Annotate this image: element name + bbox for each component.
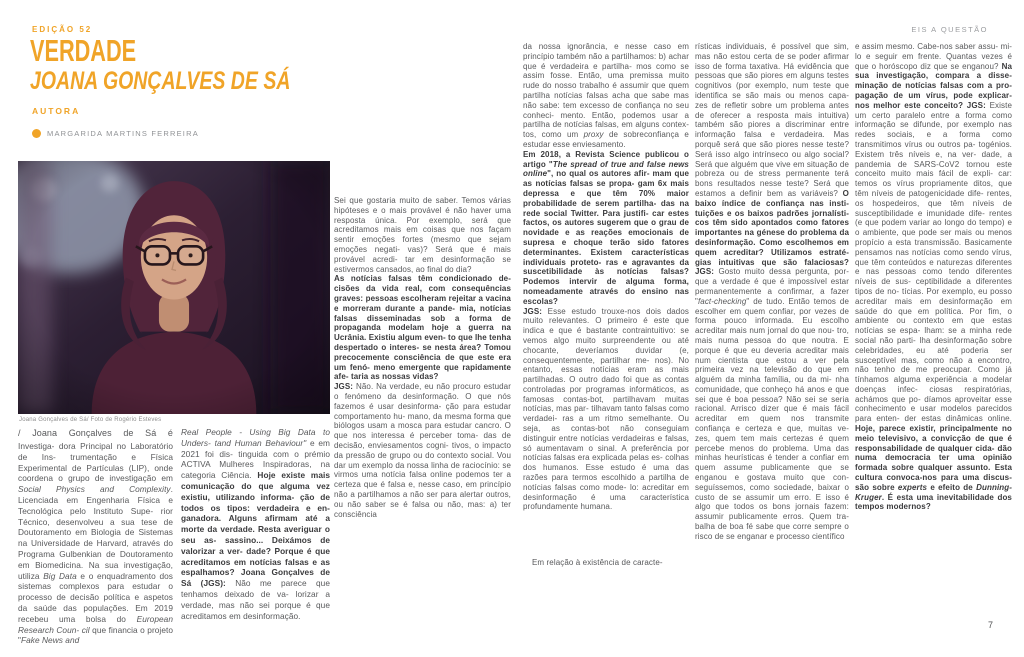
running-head: EIS A QUESTÃO	[911, 25, 988, 34]
text-run: ", no qual os autores afir- mam que as notícias falsas se propa- gam 6x mais depressa e que têm 70% maior probabilidade de serem partilha- das na rede social Twitter. Para justifi- car estes factos, os autores sugerem que o grau de novidade e as reações emocionais de supresa e choque terão sido fatores determinantes. Existem características individuais proteto- ras e agravantes da suscetibilidade às notícias falsas? Podemos intervir de alguma forma, nomeadamente através do ensino nas escolas?	[523, 169, 689, 306]
page-title: VERDADE	[30, 33, 137, 68]
text-run: / Joana Gonçalves de Sá é	[18, 428, 173, 438]
bio-column-left	[18, 427, 173, 646]
paragraph	[523, 150, 689, 307]
photo-caption: Joana Gonçalves de Sá/ Foto de Rogério Esteves	[19, 417, 162, 423]
paragraph	[855, 42, 1012, 512]
text-run: O baixo índice de confiança nas insti- tuições e os baixos padrões jornalísti- cos têm sido apontados como fatores importantes na génese do problema da desinformação. Como escolhemos em quem acreditar? Utilizamos estraté- gias intuitivas que são falaciosas? JGS:	[695, 188, 849, 277]
text-run: Gosto muito dessa pergunta, por- que a verdade é que é impossível estar permanentemente a confirmar, a fazer "	[695, 267, 849, 306]
text-run: Real People - Using Big Data to Unders- tand Human Behaviour"	[181, 427, 330, 448]
text-run: Hoje, parece existir, principalmente no meio televisivo, a convicção de que é responsabilidade de qualquer cida- dão numa democracia ter uma opinião formada sobre qualquer assunto. Esta cultura convoca-nos para uma discus- são sobre	[855, 424, 1012, 492]
bio-column-right	[181, 427, 330, 621]
paragraph	[523, 307, 689, 513]
text-run: Dunning-Kruger	[855, 482, 1013, 502]
portrait-illustration	[18, 161, 330, 414]
text-run: proxy	[583, 130, 604, 140]
text-run: Não me parece que tenhamos deixado de va- lorizar a verdade, mas não sei porque é que acreditamos em desinformação.	[181, 578, 330, 621]
text-run: Não. Na verdade, eu não procuro estudar o fenómeno da desinformação. O que nós fazemos é usar desinforma- ção para estudar comportamento hu- mano, da mesma forma que biólogos usam a mosca para estudar cancro. O que nos interessa é perceber toma- das de decisão, enviesamentos cogni- tivos, o impacto da pressão de grupo ou do contexto social. Vou dar um exemplo da nossa linha de raciocínio: se virmos uma notícia falsa online podemos ter a certeza que é falsa e, nesse caso, em princípio não a partilhamos a não ser para alertar outros, ou não saber se é falsa ou não, mas: a) ter consciência	[334, 382, 511, 519]
paragraph	[695, 42, 849, 542]
text-run: " de tudo. Então temos de escolher em quem confiar, por vezes de forma pouco informada. Eu escolho acreditar mais num jornal do que nou- tro, mais numa pessoa do que noutra. E porque é que eu deveria acreditar mais num cientista que estou a ver pela primeira vez na televisão do que em alguém da minha família, ou da mi- nha comunidade, que conheço há anos e que sei que é boa pessoa? Não sei se seria racional. Arrisco dizer que é mais fácil acreditar em quem nos transmite confiança e certeza e que, muitas ve- zes, quem tem mais certezas é quem percebe menos do problema. Uma das minhas heurísticas é tender a confiar em quem assume publicamente que se enganou e gostava muito que con- seguíssemos, como sociedade, baixar o custo de se assumir um erro. E isso é algo que todos os bons jornais fazem: assumir publicamente erros. Quem tra- balha de boa fé sabe que corre sempre o risco de se enganar e processo científico	[695, 296, 849, 541]
text-run: The spread of true and false news online	[523, 159, 689, 179]
paragraph	[334, 382, 511, 519]
paragraph	[18, 441, 173, 646]
byline	[32, 129, 199, 138]
text-run: Sei que gostaria muito de saber. Temos várias hipóteses e o mais provável é não haver uma resposta única. Por exemplo, será que acreditamos mais em coisas que nos façam sentir emoções fortes (mesmo que sejam emoções negati- vas)? Será que é mais provável acredi- tar em desinformação se estivermos cansados, ao final do dia?	[334, 196, 511, 274]
paragraph	[334, 274, 511, 382]
text-run: Na sua investigação, compara a disse- minação de notícias falsas com a pro- pagação de um vírus, pode explicar- nos melhor este conceito? JGS:	[855, 61, 1012, 110]
text-run: Social Physics and Complexity	[18, 484, 171, 495]
text-run: Em relação à existência de caracte-	[532, 558, 663, 568]
portrait-photo	[18, 161, 330, 414]
text-run: Fake News and	[21, 635, 80, 646]
edition-label: EDIÇÃO 52	[32, 25, 93, 34]
paragraph	[18, 427, 173, 440]
interview-column-4	[855, 42, 1012, 512]
text-run: Investiga- dora Principal no Laboratório de Ins- trumentação e Física Experimental de Partículas (LIP), onde coordena o grupo de investigação em	[18, 441, 173, 484]
interview-column-1	[334, 196, 511, 519]
text-run: JGS:	[334, 382, 356, 392]
interview-column-2	[523, 42, 689, 568]
text-run: Esse estudo trouxe-nos dois dados muito relevantes. O primeiro é este que indica e que é bastante contraintuitivo: se vemos algo muito surpreendente ou até chocante, deveríamos duvidar (e, consequentemente, partilhar me- nos). No entanto, essas notícias eram as mais partilhadas. O outro dado foi que as contas controladas por programas informáticos, as famosas contas-bot, partilhavam muitas notícias, mas par- tilhavam tanto falsas como verdadei- ras a um ritmo semelhante. Ou seja, as contas-bot não conseguiam distinguir entre notícias verdadeiras e falsas, só aumentavam o sinal. A preferência por notícias falsas era explicada pelas es- colhas dos humanos. Esse estudo é uma das razões para termos escolhido a partilha de notícias falsas como mode- lo: acreditar em desinformação é uma característica profundamente humana.	[523, 306, 689, 512]
text-run: Existe um certo paralelo entre a forma como informação se difunde, por exemplo nas redes sociais, e a forma como transmitimos vírus ou outros pa- togénios. Existem três níveis e, na ver- dade, a pandemia de SARS-CoV2 tornou este conceito muito mais fácil de expli- car: temos os vírus propriamente ditos, que têm níveis de patogenicidade dife- rentes, os hospedeiros, que têm níveis de susceptibilidade e imunidade dife- rentes (e que podem variar ao longo do tempo) e o ambiente, que pode ser mais ou menos propício a esta transmissão. Basicamente pensamos nas notícias como sendo vírus, que têm conteúdos e naturezas diferentes e nas pessoas como tendo diferentes níveis de sus- ceptibilidade a diferentes tipos de no- tícias. Por exemplo, eu posso acreditar mais em desinformação em saúde do que em política. Por fim, o ambiente ou contexto em que estas notícias se espa- lham: se a minha rede social não parti- lha desinformação sobre celebridades, eu até poderia ser susceptível mas, como não a encontro, não tenho de me preocupar. Como já tínhamos alguma experiência a modelar doenças infec- ciosas respiratórias, achámos que po- díamos aproveitar esse conhecimento e usar modelos parecidos para enten- der estas dinâmicas online.	[855, 100, 1012, 424]
text-run: fact-checking	[697, 296, 747, 306]
text-run: experts	[897, 482, 928, 492]
page-number: 7	[988, 620, 994, 630]
text-run: European Research Coun- cil	[18, 613, 173, 635]
text-run: As notícias falsas têm condicionado de- cisões da vida real, com consequências graves: pessoas escolheram rejeitar a vacina e morreram durante a pande- mia, notícias falsas disseminadas sob a forma de propaganda modelam hoje a guerra na Ucrânia. Existiu algum even- to que lhe tenha despertado o interes- se nesta área? Tomou precocemente consciência de que este era um fenó- meno emergente que rapidamente afe- taria as nossas vidas?	[334, 274, 511, 382]
text-run: que financia o projeto "	[18, 624, 173, 646]
paragraph	[181, 427, 330, 621]
paragraph	[523, 42, 689, 150]
byline-bullet-icon	[32, 129, 41, 138]
text-run: Big Data	[43, 570, 77, 581]
text-run: . É esta uma inevitabilidade dos tempos modernos?	[855, 492, 1012, 512]
author-role-label: AUTORA	[32, 106, 81, 116]
page-subtitle: JOANA GONÇALVES DE SÁ	[30, 67, 291, 95]
text-run: JGS:	[523, 306, 548, 316]
text-run: e efeito de	[927, 482, 977, 492]
text-run: de sobreconfiança e estudar esse enviesamento.	[523, 130, 689, 149]
paragraph	[523, 558, 689, 568]
text-run: da nossa ignorância, e nesse caso em princípio também não a partilhamos: b) achar que é verdadeira e partilha- mos como se assim fosse. Então, uma premissa muito rude do nosso trabalho é assumir que quem partilha notícias falsas acha que sabe mas não sabe: tem excesso de confiança no seu conheci- mento. Então, podemos usar a partilha de notícias falsas, em alguns contex- tos, como um	[523, 42, 689, 140]
masthead	[30, 22, 510, 152]
text-run: . Licenciada em Engenharia Física e Tecnológica pelo Instituto Supe- rior Técnico, desenvolveu a sua tese de Doutoramento em Biologia de Sistemas na Universidade de Harvard, através do Programa Gulbenkian de Doutoramento em Biomedicina. Na sua investigação, utiliza	[18, 484, 173, 581]
text-run: e o enquadramento dos sistemas complexos para estudar o processo de decisão política e aspetos da saúde das populações. Em 2019 recebeu uma bolsa do	[18, 570, 173, 624]
text-run: e assim mesmo. Cabe-nos saber assu- mi-lo e seguir em frente. Quantas vezes é que o horóscopo diz que se enganou?	[855, 42, 1012, 71]
text-run: Hoje existe mais comunicação do que alguma vez existiu, utilizando informa- ção de todos os tipos: verdadeira e en- ganadora. Alguns afirmam até a morte da verdade. Resta averiguar o seu as- sassino... Deixámos de valorizar a ver- dade? Porque é que acreditamos em notícias falsas e as espalhamos? Joana Gonçalves de Sá (JGS):	[181, 470, 330, 589]
text-run: Em 2018, a Revista Science publicou o artigo "	[523, 149, 689, 169]
text-run: e em 2021 foi dis- tinguida com o prémio ACTIVA Mulheres Inspiradoras, na categoria Ciência.	[181, 437, 330, 481]
byline-name: MARGARIDA MARTINS FERREIRA	[47, 129, 199, 138]
text-run: rísticas individuais, é possível que sim, mas não estou certa de se poder afirmar isso de forma taxativa. Há evidência que pessoas que são piores em alguns testes cognitivos (por exemplo, num teste que identifica se são mais ou menos capa- zes de refletir sobre um problema antes de oferecer a resposta mais intuitiva) também são piores a discriminar entre informação falsa e verdadeira. Mas porquê será que são piores nesse teste? Será isso algo intrínseco ou algo social? Será que alguém que vive em situação de pobreza ou de stress permanente terá bons resultados nesse teste? Será que estamos a definir bem as variáveis?	[695, 42, 849, 198]
paragraph	[334, 196, 511, 274]
interview-column-3	[695, 42, 849, 542]
